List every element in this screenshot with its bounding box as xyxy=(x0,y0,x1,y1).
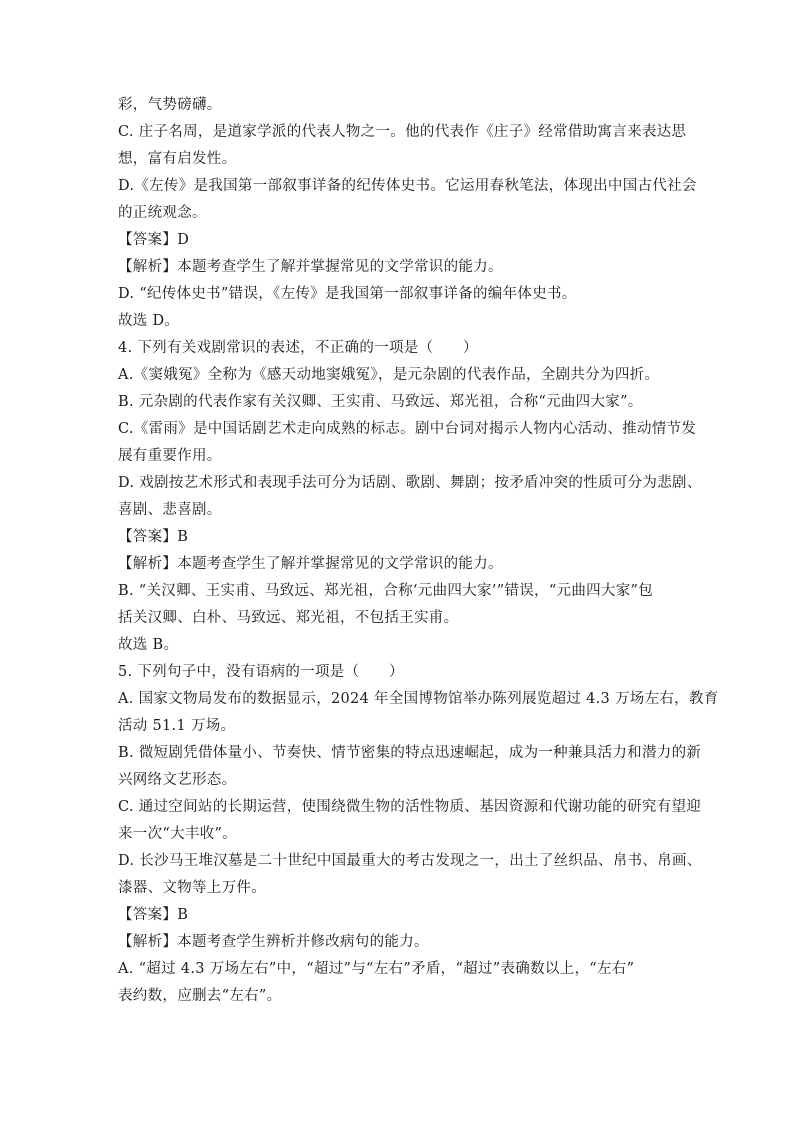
conclusion-line: 故选 D。 xyxy=(118,313,180,329)
answer-line: 【答案】D xyxy=(118,232,190,248)
option-a-line: A.《窦娥冤》全称为《感天动地窦娥冤》，是元杂剧的代表作品，全剧共分为四折。 xyxy=(118,367,660,383)
option-c-line: C. 庄子名周，是道家学派的代表人物之一。他的代表作《庄子》经常借助寓言来表达思 xyxy=(118,124,687,140)
text-line: A. “超过 4.3 万场左右”中，“超过”与“左右”矛盾，“超过”表确数以上，“左右” xyxy=(118,961,635,977)
answer-line: 【答案】B xyxy=(118,529,189,545)
text-line: 表约数，应删去“左右”。 xyxy=(118,988,282,1004)
question-4-title: 4. 下列有关戏剧常识的表述，不正确的一项是（ ） xyxy=(118,340,478,356)
text-line: 想，富有启发性。 xyxy=(118,151,237,167)
text-line: 漆器、文物等上万件。 xyxy=(118,880,266,896)
option-d-line: D. 长沙马王堆汉墓是二十世纪中国最重大的考古发现之一，出土了丝织品、帛书、帛画、 xyxy=(118,853,702,869)
text-line: 兴网络文艺形态。 xyxy=(118,772,237,788)
option-d-line: D. 戏剧按艺术形式和表现手法可分为话剧、歌剧、舞剧；按矛盾冲突的性质可分为悲剧、 xyxy=(118,475,702,491)
text-line: B. “关汉卿、王实甫、马致远、郑光祖，合称‘元曲四大家’”错误，“元曲四大家”包 xyxy=(118,583,654,599)
text-line: 来一次“大丰收”。 xyxy=(118,826,238,842)
text-line: 展有重要作用。 xyxy=(118,448,222,464)
question-5-title: 5. 下列句子中，没有语病的一项是（ ） xyxy=(118,664,404,680)
analysis-line: 【解析】本题考查学生辨析并修改病句的能力。 xyxy=(118,934,429,950)
analysis-line: 【解析】本题考查学生了解并掌握常见的文学常识的能力。 xyxy=(118,556,503,572)
conclusion-line: 故选 B。 xyxy=(118,637,179,653)
option-c-line: C.《雷雨》是中国话剧艺术走向成熟的标志。剧中台词对揭示人物内心活动、推动情节发 xyxy=(118,421,697,437)
analysis-line: 【解析】本题考查学生了解并掌握常见的文学常识的能力。 xyxy=(118,259,503,275)
text-line: 彩，气势磅礴。 xyxy=(118,97,222,113)
answer-line: 【答案】B xyxy=(118,907,189,923)
document-page xyxy=(118,92,719,1010)
option-d-line: D.《左传》是我国第一部叙事详备的纪传体史书。它运用春秋笔法，体现出中国古代社会 xyxy=(118,178,697,194)
text-line: 括关汉卿、白朴、马致远、郑光祖，不包括王实甫。 xyxy=(118,610,459,626)
text-line: 喜剧、悲喜剧。 xyxy=(118,502,222,518)
text-line: 的正统观念。 xyxy=(118,205,207,221)
option-c-line: C. 通过空间站的长期运营，使围绕微生物的活性物质、基因资源和代谢功能的研究有望迎 xyxy=(118,799,702,815)
text-line: 活动 51.1 万场。 xyxy=(118,718,236,734)
text-line: D. “纪传体史书”错误，《左传》是我国第一部叙事详备的编年体史书。 xyxy=(118,286,577,302)
option-a-line: A. 国家文物局发布的数据显示，2024 年全国博物馆举办陈列展览超过 4.3 万场左右，教育 xyxy=(118,691,719,707)
option-b-line: B. 微短剧凭借体量小、节奏快、情节密集的特点迅速崛起，成为一种兼具活力和潜力的新 xyxy=(118,745,702,761)
option-b-line: B. 元杂剧的代表作家有关汉卿、王实甫、马致远、郑光祖，合称“元曲四大家”。 xyxy=(118,394,643,410)
